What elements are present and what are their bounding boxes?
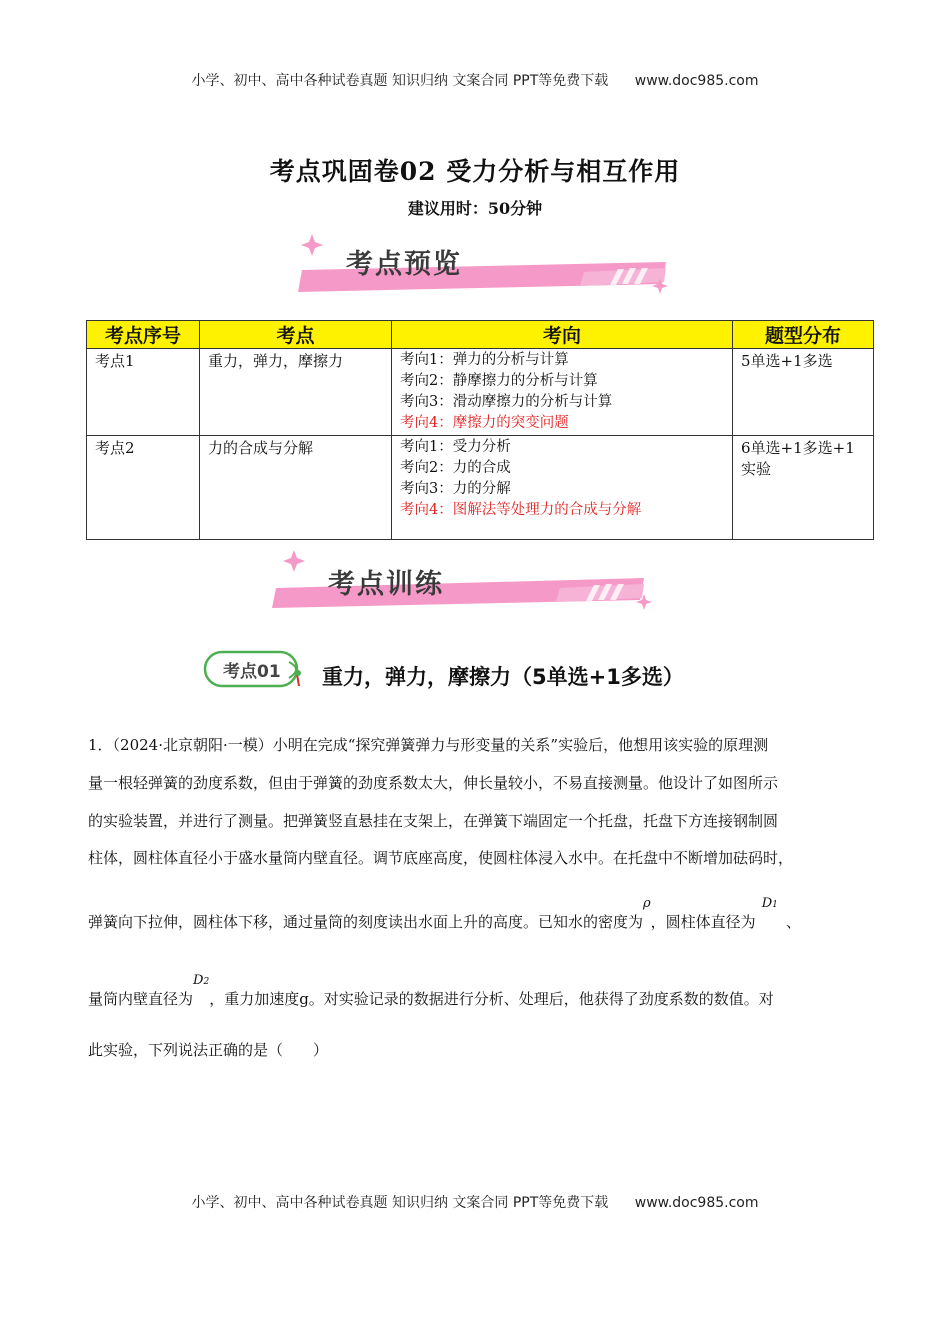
section-heading: 重力，弹力，摩擦力（5单选+1多选）: [322, 665, 684, 689]
cell-question-types: 5单选+1多选: [733, 349, 874, 436]
banner-preview-graphic: [284, 232, 674, 302]
direction-item: 考向3：力的分解: [400, 481, 511, 497]
question-line-5: [88, 896, 868, 932]
banner-preview: [284, 232, 674, 302]
question-text: ，重力加速度g。对实验记录的数据进行分析、处理后，他获得了劲度系数的数值。对: [209, 990, 774, 1008]
symbol-rho: ρ: [643, 896, 651, 911]
question-line-wrap: [88, 772, 868, 793]
page-footer: [0, 1192, 950, 1212]
header-site[interactable]: www.doc985.com: [634, 73, 759, 89]
table-header-cell: 考点: [200, 321, 392, 349]
question-1: [88, 734, 868, 755]
subscript: 1: [772, 900, 778, 910]
table-header-cell: 考向: [392, 321, 733, 349]
table-header-cell: 考点序号: [87, 321, 200, 349]
question-line-wrap: [88, 810, 868, 831]
question-text: ，圆柱体直径为: [650, 913, 756, 931]
table-row: [87, 349, 874, 436]
direction-item: 考向1：弹力的分析与计算: [400, 352, 569, 368]
question-line: 的实验装置，并进行了测量。把弹簧竖直悬挂在支架上，在弹簧下端固定一个托盘，托盘下方连接钢制圆: [88, 812, 779, 830]
question-text: 量筒内壁直径为: [88, 990, 194, 1008]
badge-text: 考点01: [223, 662, 281, 682]
overview-table: [86, 320, 874, 540]
question-line-6: [88, 973, 868, 1009]
symbol-d: D: [193, 973, 204, 988]
footer-site[interactable]: www.doc985.com: [634, 1195, 759, 1211]
question-line: 此实验，下列说法正确的是（ ）: [88, 1041, 329, 1059]
direction-item-highlight: 考向4：图解法等处理力的合成与分解: [400, 502, 642, 518]
symbol-d: D: [761, 896, 773, 911]
question-line: 柱体，圆柱体直径小于盛水量筒内壁直径。调节底座高度，使圆柱体浸入水中。在托盘中不断增加砝码时，: [88, 849, 794, 867]
direction-item: 考向2：静摩擦力的分析与计算: [400, 373, 598, 389]
banner-training-text: 考点训练: [328, 569, 444, 600]
question-line-wrap: [88, 896, 868, 932]
question-line-wrap: [88, 1039, 868, 1060]
table-row: [87, 436, 874, 540]
page-header: [0, 70, 950, 90]
subscript: 2: [203, 977, 210, 987]
sparkle-icon: [283, 550, 305, 572]
question-text: 、: [785, 913, 801, 931]
symbol-d1: [762, 896, 778, 911]
cell-directions: [392, 349, 733, 436]
footer-text: 小学、初中、高中各种试卷真题 知识归纳 文案合同 PPT等免费下载: [191, 1195, 609, 1211]
direction-item: 考向2：力的合成: [400, 460, 511, 476]
question-line-wrap: [88, 847, 868, 868]
cell-topic-no: 考点2: [87, 436, 200, 540]
symbol-d2: [193, 973, 209, 988]
cell-topic: 重力，弹力，摩擦力: [200, 349, 392, 436]
header-text: 小学、初中、高中各种试卷真题 知识归纳 文案合同 PPT等免费下载: [191, 73, 609, 89]
banner-training: [270, 548, 660, 618]
cell-directions: [392, 436, 733, 540]
cell-topic: 力的合成与分解: [200, 436, 392, 540]
table-header-cell: 题型分布: [733, 321, 874, 349]
direction-item: 考向3：滑动摩擦力的分析与计算: [400, 394, 613, 410]
page-title: 考点巩固卷02 受力分析与相互作用: [269, 157, 681, 186]
cell-question-types: 6单选+1多选+1实验: [733, 436, 874, 540]
sparkle-icon: [301, 234, 323, 256]
question-line: 量一根轻弹簧的劲度系数，但由于弹簧的劲度系数太大，伸长量较小，不易直接测量。他设计了如图所示: [88, 774, 779, 792]
banner-preview-text: 考点预览: [346, 249, 462, 280]
question-line: 1．（2024·北京朝阳·一模）小明在完成“探究弹簧弹力与形变量的关系”实验后，他想用该实验的原理测: [88, 736, 769, 754]
table-header-row: [87, 321, 874, 349]
question-text: 弹簧向下拉伸，圆柱体下移，通过量筒的刻度读出水面上升的高度。已知水的密度为: [88, 913, 644, 931]
question-line-wrap: [88, 973, 868, 1009]
suggested-time: 建议用时：50分钟: [407, 199, 543, 218]
direction-item: 考向1：受力分析: [400, 439, 511, 455]
direction-item-highlight: 考向4：摩擦力的突变问题: [400, 415, 569, 431]
section-badge: [203, 650, 311, 688]
cell-topic-no: 考点1: [87, 349, 200, 436]
